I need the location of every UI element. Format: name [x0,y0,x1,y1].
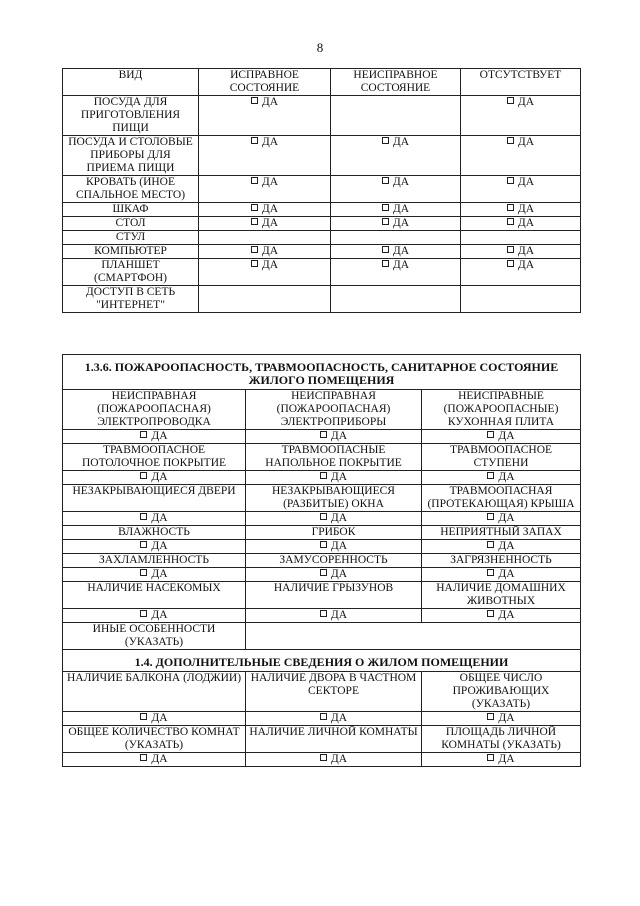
yes-label: ДА [151,471,168,483]
condition-label: НАЛИЧИЕ НАСЕКОМЫХ [63,582,246,609]
condition-label: ОБЩЕЕ КОЛИЧЕСТВО КОМНАТ (УКАЗАТЬ) [63,726,246,753]
yes-label: ДА [151,430,168,442]
condition-label: НЕИСПРАВНАЯ (ПОЖАРООПАСНАЯ) ЭЛЕКТРОПРОВОДКА [63,390,246,430]
empty-cell [461,231,581,245]
label-row [63,485,581,512]
yes-cell[interactable] [199,259,331,286]
yes-label: ДА [261,136,279,148]
yes-cell[interactable] [63,471,246,485]
item-name: КОМПЬЮТЕР [63,245,199,259]
checkbox-icon[interactable] [487,513,494,520]
yes-label: ДА [151,609,168,621]
checkbox-icon[interactable] [487,541,494,548]
yes-cell[interactable] [461,203,581,217]
checkbox-icon[interactable] [140,610,147,617]
column-header: ИСПРАВНОЕ СОСТОЯНИЕ [199,69,331,96]
checkbox-icon[interactable] [382,177,389,184]
section-title-row [63,650,581,672]
checkbox-icon[interactable] [140,754,147,761]
yes-label: ДА [151,753,168,765]
yes-cell[interactable] [246,430,422,444]
condition-label: ЗАГРЯЗНЕННОСТЬ [422,554,581,568]
checkbox-icon[interactable] [487,569,494,576]
table-row [63,286,581,313]
header-row [63,69,581,96]
checkbox-icon[interactable] [140,472,147,479]
yes-row [63,512,581,526]
condition-label: НАЛИЧИЕ ДВОРА В ЧАСТНОМ СЕКТОРЕ [246,672,422,712]
yes-cell[interactable] [461,136,581,176]
yes-label: ДА [392,245,410,257]
label-row [63,444,581,471]
condition-label: НЕПРИЯТНЫЙ ЗАПАХ [422,526,581,540]
condition-label: НАЛИЧИЕ ДОМАШНИХ ЖИВОТНЫХ [422,582,581,609]
yes-cell[interactable] [246,712,422,726]
yes-cell[interactable] [199,217,331,231]
checkbox-icon[interactable] [251,246,258,253]
table-row [63,176,581,203]
checkbox-icon[interactable] [251,177,258,184]
yes-label: ДА [392,176,410,188]
checkbox-icon[interactable] [320,754,327,761]
yes-cell[interactable] [199,203,331,217]
checkbox-icon[interactable] [140,541,147,548]
checkbox-icon[interactable] [251,137,258,144]
column-header: ВИД [63,69,199,96]
table-row [63,136,581,176]
other-value[interactable] [246,623,581,650]
yes-cell[interactable] [246,609,422,623]
yes-label: ДА [330,540,348,552]
yes-label: ДА [330,753,348,765]
checkbox-icon[interactable] [320,569,327,576]
yes-cell[interactable] [199,96,331,136]
yes-cell[interactable] [461,176,581,203]
yes-label: ДА [498,512,515,524]
checkbox-icon[interactable] [507,218,514,225]
yes-cell[interactable] [331,176,461,203]
yes-cell[interactable] [331,136,461,176]
yes-row [63,609,581,623]
yes-cell[interactable] [331,203,461,217]
checkbox-icon[interactable] [507,137,514,144]
yes-cell[interactable] [63,609,246,623]
yes-label: ДА [517,176,535,188]
checkbox-icon[interactable] [320,713,327,720]
yes-cell[interactable] [331,217,461,231]
yes-cell[interactable] [63,512,246,526]
yes-label: ДА [517,217,535,229]
table-row [63,96,581,136]
yes-label: ДА [330,568,348,580]
yes-cell[interactable] [63,568,246,582]
condition-label: ТРАВМООПАСНОЕ СТУПЕНИ [422,444,581,471]
yes-row [63,712,581,726]
yes-label: ДА [261,96,279,108]
yes-cell[interactable] [422,540,581,554]
yes-cell[interactable] [461,217,581,231]
condition-label: НЕЗАКРЫВАЮЩИЕСЯ (РАЗБИТЫЕ) ОКНА [246,485,422,512]
yes-cell[interactable] [331,259,461,286]
item-name: СТУЛ [63,231,199,245]
checkbox-icon[interactable] [487,610,494,617]
table-row [63,259,581,286]
condition-label: НЕЗАКРЫВАЮЩИЕСЯ ДВЕРИ [63,485,246,512]
yes-label: ДА [498,753,515,765]
condition-label: НАЛИЧИЕ ГРЫЗУНОВ [246,582,422,609]
column-header: НЕИСПРАВНОЕ СОСТОЯНИЕ [331,69,461,96]
section-title: 1.3.6. ПОЖАРООПАСНОСТЬ, ТРАВМООПАСНОСТЬ, САНИТАРНОЕ СОСТОЯНИЕ ЖИЛОГО ПОМЕЩЕНИЯ [63,355,581,390]
yes-label: ДА [261,217,279,229]
yes-cell[interactable] [199,245,331,259]
yes-label: ДА [498,609,515,621]
yes-cell[interactable] [199,136,331,176]
section-title-row [63,355,581,390]
yes-cell[interactable] [422,753,581,767]
item-name: ПЛАНШЕТ (СМАРТФОН) [63,259,199,286]
other-row [63,623,581,650]
yes-label: ДА [261,259,279,271]
yes-label: ДА [151,512,168,524]
checkbox-icon[interactable] [507,177,514,184]
checkbox-icon[interactable] [140,513,147,520]
empty-cell [331,231,461,245]
yes-label: ДА [261,245,279,257]
checkbox-icon[interactable] [382,218,389,225]
yes-cell[interactable] [246,568,422,582]
yes-label: ДА [330,712,348,724]
yes-label: ДА [261,203,279,215]
checkbox-icon[interactable] [507,204,514,211]
checkbox-icon[interactable] [140,713,147,720]
yes-cell[interactable] [63,430,246,444]
yes-label: ДА [151,712,168,724]
condition-label: ОБЩЕЕ ЧИСЛО ПРОЖИВАЮЩИХ (УКАЗАТЬ) [422,672,581,712]
yes-label: ДА [392,259,410,271]
item-name: ПОСУДА ДЛЯ ПРИГОТОВЛЕНИЯ ПИЩИ [63,96,199,136]
item-name: ПОСУДА И СТОЛОВЫЕ ПРИБОРЫ ДЛЯ ПРИЕМА ПИЩИ [63,136,199,176]
checkbox-icon[interactable] [140,569,147,576]
label-row [63,390,581,430]
empty-cell [199,286,331,313]
checkbox-icon[interactable] [251,260,258,267]
item-name: СТОЛ [63,217,199,231]
yes-cell[interactable] [246,540,422,554]
table-row [63,217,581,231]
yes-label: ДА [517,96,535,108]
yes-label: ДА [517,136,535,148]
label-row [63,554,581,568]
yes-label: ДА [261,176,279,188]
label-row [63,582,581,609]
condition-label: НЕИСПРАВНАЯ (ПОЖАРООПАСНАЯ) ЭЛЕКТРОПРИБОРЫ [246,390,422,430]
checkbox-icon[interactable] [382,204,389,211]
checkbox-icon[interactable] [320,541,327,548]
condition-label: ТРАВМООПАСНАЯ (ПРОТЕКАЮЩАЯ) КРЫША [422,485,581,512]
yes-label: ДА [330,512,348,524]
checkbox-icon[interactable] [487,713,494,720]
yes-label: ДА [330,609,348,621]
yes-cell[interactable] [461,96,581,136]
checkbox-icon[interactable] [320,610,327,617]
yes-label: ДА [330,471,348,483]
checkbox-icon[interactable] [507,246,514,253]
yes-label: ДА [151,540,168,552]
label-row [63,672,581,712]
checkbox-icon[interactable] [320,513,327,520]
condition-label: ЗАМУСОРЕННОСТЬ [246,554,422,568]
checkbox-icon[interactable] [507,97,514,104]
label-row [63,726,581,753]
yes-row [63,753,581,767]
yes-cell[interactable] [461,245,581,259]
yes-cell[interactable] [63,712,246,726]
yes-cell[interactable] [199,176,331,203]
yes-cell[interactable] [331,245,461,259]
yes-cell[interactable] [422,471,581,485]
condition-label: НАЛИЧИЕ БАЛКОНА (ЛОДЖИИ) [63,672,246,712]
yes-label: ДА [498,568,515,580]
yes-cell[interactable] [422,712,581,726]
yes-label: ДА [392,136,410,148]
checkbox-icon[interactable] [487,754,494,761]
yes-row [63,430,581,444]
empty-cell [199,231,331,245]
empty-cell [461,286,581,313]
yes-row [63,540,581,554]
yes-label: ДА [498,540,515,552]
yes-row [63,568,581,582]
yes-cell[interactable] [246,512,422,526]
yes-label: ДА [498,471,515,483]
yes-label: ДА [517,259,535,271]
yes-label: ДА [517,203,535,215]
yes-cell[interactable] [246,753,422,767]
page-number: 8 [316,40,324,55]
yes-row [63,471,581,485]
section-title: 1.4. ДОПОЛНИТЕЛЬНЫЕ СВЕДЕНИЯ О ЖИЛОМ ПОМЕЩЕНИИ [63,650,581,672]
condition-label: ТРАВМООПАСНОЕ ПОТОЛОЧНОЕ ПОКРЫТИЕ [63,444,246,471]
empty-cell [331,286,461,313]
yes-label: ДА [517,245,535,257]
table-row [63,231,581,245]
yes-label: ДА [392,203,410,215]
yes-cell[interactable] [422,609,581,623]
yes-cell[interactable] [63,753,246,767]
condition-label: ТРАВМООПАСНЫЕ НАПОЛЬНОЕ ПОКРЫТИЕ [246,444,422,471]
checkbox-icon[interactable] [320,431,327,438]
checkbox-icon[interactable] [487,431,494,438]
checkbox-icon[interactable] [251,218,258,225]
checkbox-icon[interactable] [140,431,147,438]
inventory-table [62,68,581,313]
item-name: ДОСТУП В СЕТЬ "ИНТЕРНЕТ" [63,286,199,313]
condition-label: ПЛОЩАДЬ ЛИЧНОЙ КОМНАТЫ (УКАЗАТЬ) [422,726,581,753]
condition-label: НЕИСПРАВНЫЕ (ПОЖАРООПАСНЫЕ) КУХОННАЯ ПЛИТА [422,390,581,430]
yes-cell[interactable] [422,430,581,444]
checkbox-icon[interactable] [382,260,389,267]
checkbox-icon[interactable] [487,472,494,479]
condition-label: ЗАХЛАМЛЕННОСТЬ [63,554,246,568]
yes-cell[interactable] [63,540,246,554]
table-row [63,245,581,259]
yes-label: ДА [498,712,515,724]
checkbox-icon[interactable] [251,204,258,211]
checkbox-icon[interactable] [382,246,389,253]
conditions-table [62,354,581,767]
yes-cell[interactable] [422,568,581,582]
condition-label: НАЛИЧИЕ ЛИЧНОЙ КОМНАТЫ [246,726,422,753]
item-name: КРОВАТЬ (ИНОЕ СПАЛЬНОЕ МЕСТО) [63,176,199,203]
yes-cell[interactable] [422,512,581,526]
yes-label: ДА [151,568,168,580]
column-header: ОТСУТСТВУЕТ [461,69,581,96]
checkbox-icon[interactable] [320,472,327,479]
label-row [63,526,581,540]
yes-label: ДА [330,430,348,442]
item-name: ШКАФ [63,203,199,217]
condition-label: ГРИБОК [246,526,422,540]
yes-cell[interactable] [461,259,581,286]
yes-cell[interactable] [246,471,422,485]
checkbox-icon[interactable] [382,137,389,144]
yes-label: ДА [392,217,410,229]
yes-label: ДА [498,430,515,442]
checkbox-icon[interactable] [251,97,258,104]
empty-cell [331,96,461,136]
other-label: ИНЫЕ ОСОБЕННОСТИ (УКАЗАТЬ) [63,623,246,650]
checkbox-icon[interactable] [507,260,514,267]
condition-label: ВЛАЖНОСТЬ [63,526,246,540]
table-row [63,203,581,217]
